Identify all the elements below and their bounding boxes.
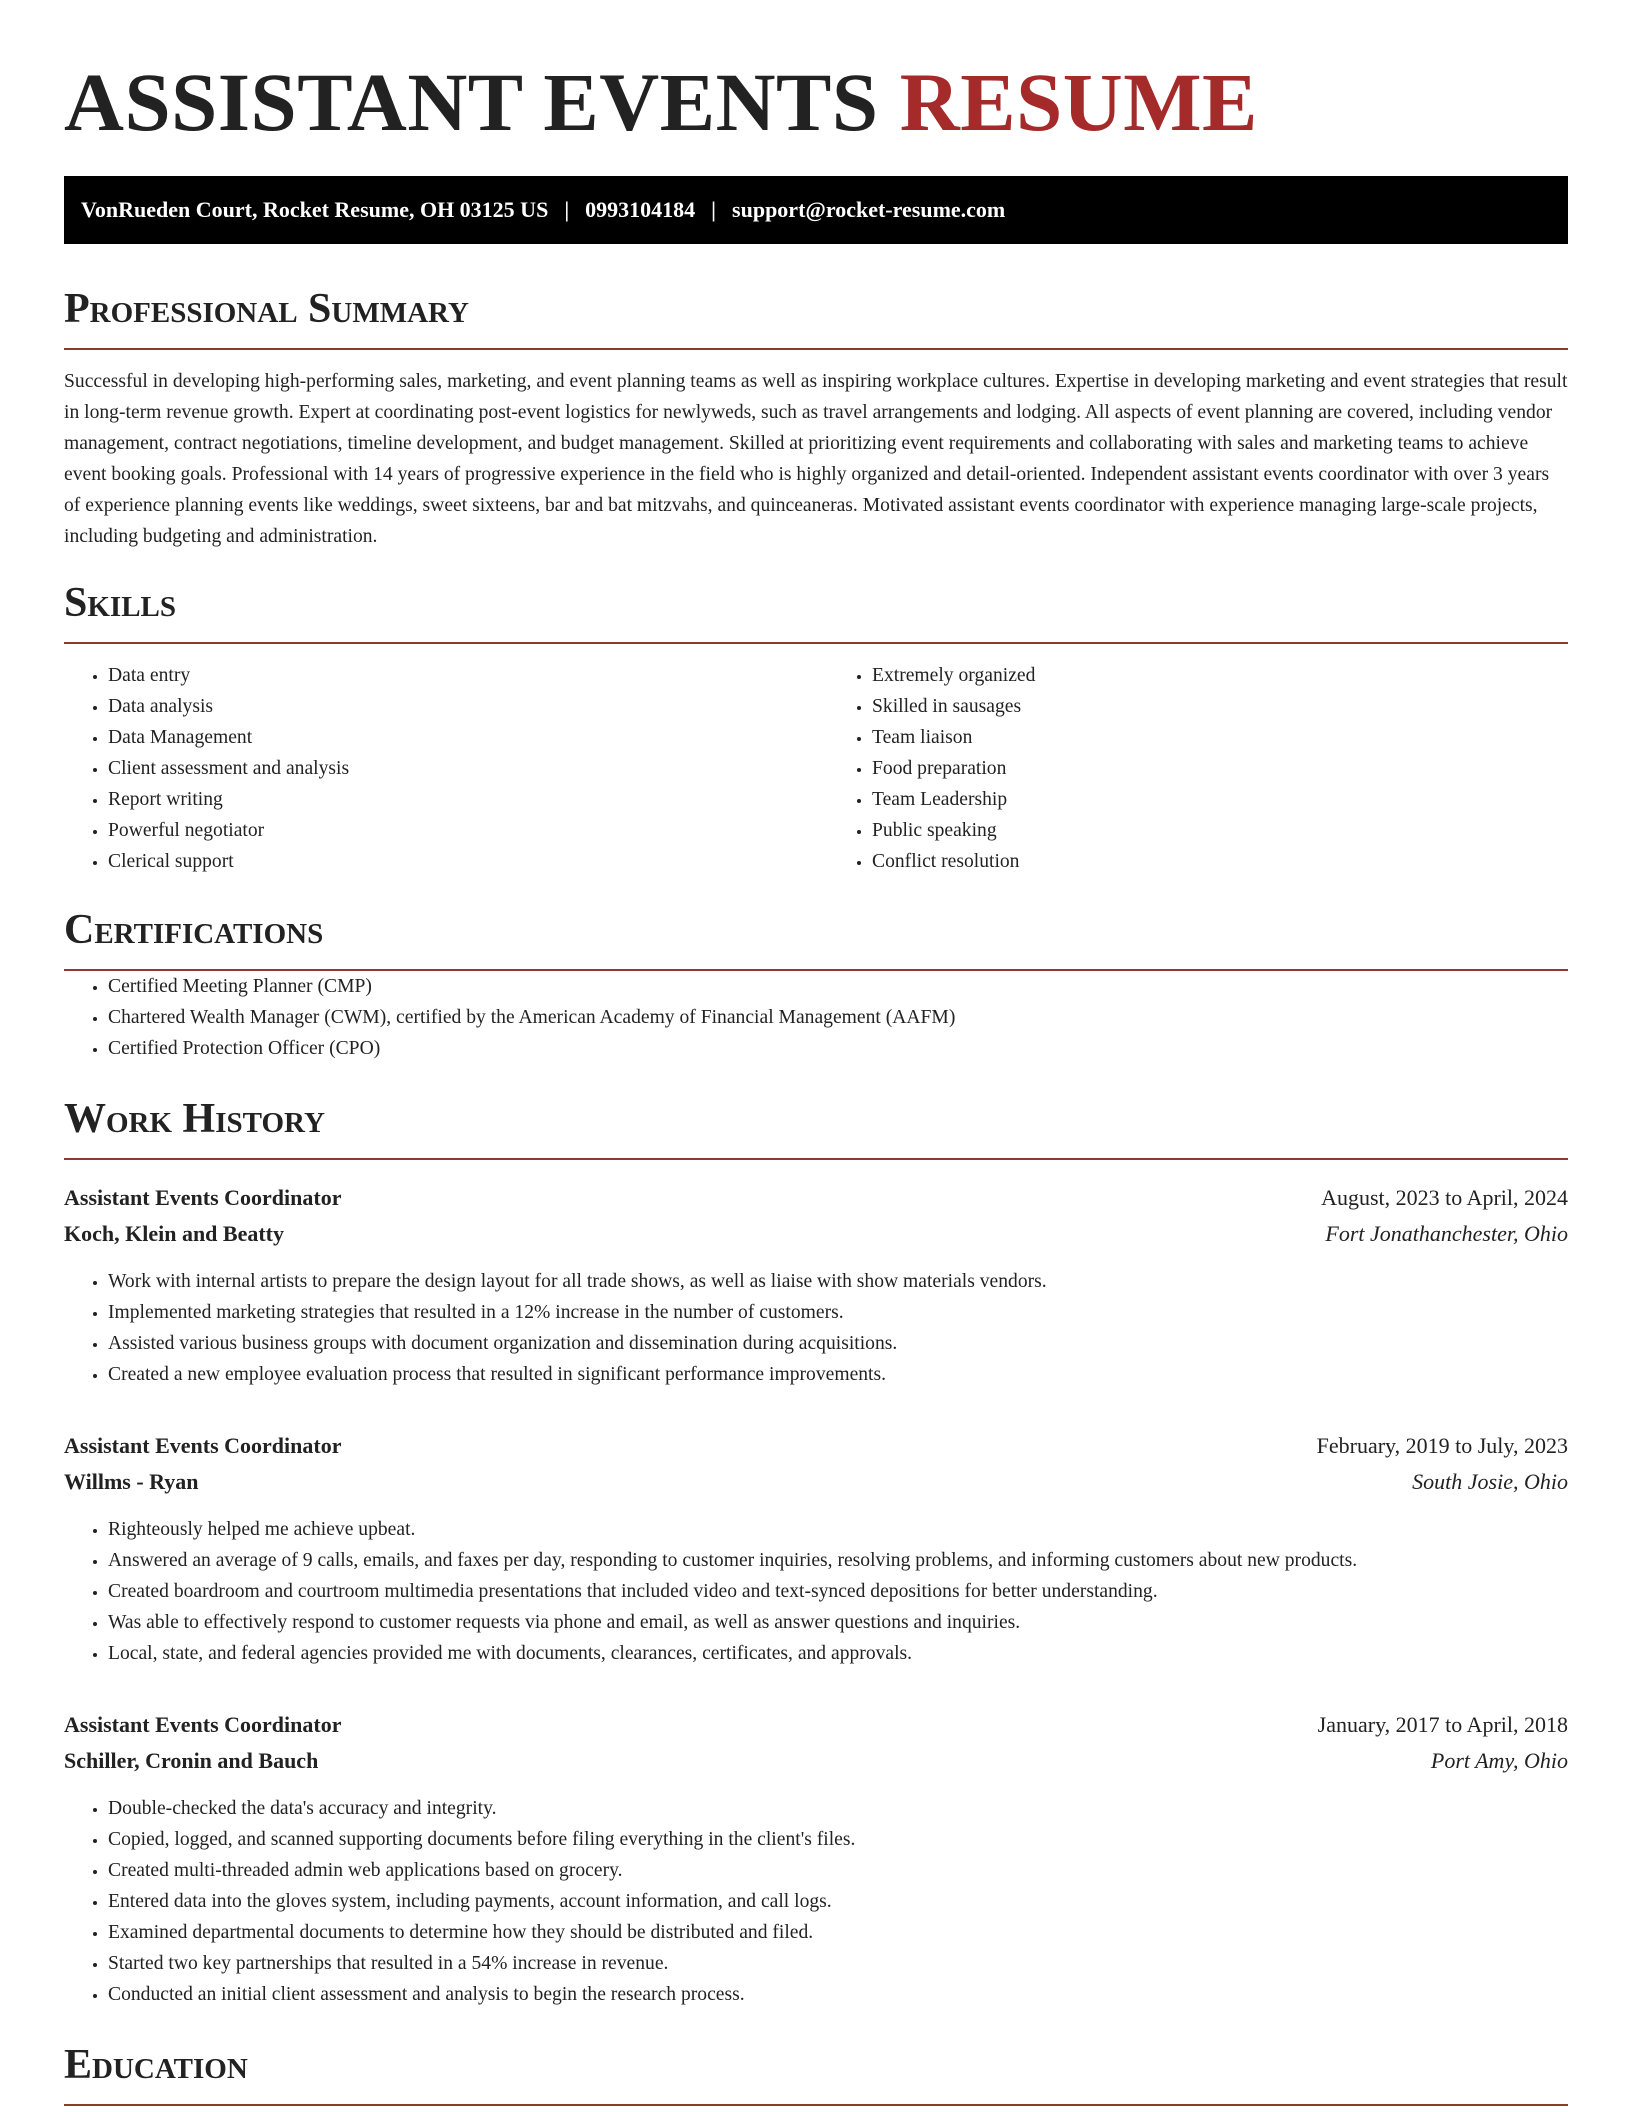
contact-separator: | [564,197,570,222]
job-bullet: • Work with internal artists to prepare the design layout for all trade shows, as well as liaise with show materials vendors. [108,1266,1568,1297]
skill-item: • Team liaison [872,722,1568,753]
skill-item: • Public speaking [872,815,1568,846]
job-header-row [64,1707,1568,1743]
job-title: Assistant Events Coordinator [64,1185,342,1210]
resume-page [64,0,1568,2106]
job-bullets [64,1514,1568,1669]
job-bullet: • Double-checked the data's accuracy and integrity. [108,1793,1568,1824]
job-bullet: • Entered data into the gloves system, including payments, account information, and call logs. [108,1886,1568,1917]
job-bullet: • Conducted an initial client assessment and analysis to begin the research process. [108,1979,1568,2010]
work-history-section [64,1094,1568,2010]
job-bullet: • Started two key partnerships that resulted in a 54% increase in revenue. [108,1948,1568,1979]
job-company: Schiller, Cronin and Bauch [64,1748,319,1773]
job-company: Willms - Ryan [64,1469,199,1494]
contact-address: VonRueden Court, Rocket Resume, OH 03125 US [81,197,549,222]
skill-item: • Skilled in sausages [872,691,1568,722]
certifications-section [64,905,1568,1064]
summary-text: Successful in developing high-performing sales, marketing, and event planning teams as well as inspiring workplace cultures. Expertise in developing marketing and event strategies that result in long-term revenue growth. Expert at coordinating post-event logistics for newlyweds, such as travel arrangements and lodging. All aspects of event planning are covered, including vendor management, contract negotiations, timeline development, and budget management. Skilled at prioritizing event requirements and collaborating with sales and marketing teams to achieve event booking goals. Professional with 14 years of progressive experience in the field who is highly organized and detail-oriented. Independent assistant events coordinator with over 3 years of experience planning events like weddings, sweet sixteens, bar and bat mitzvahs, and quinceaneras. Motivated assistant events coordinator with experience managing large-scale projects, including budgeting and administration. [64,371,1568,547]
certifications-heading: Certifications [64,905,1568,971]
job-bullets [64,1793,1568,2010]
skills-list-right [828,660,1568,877]
certifications-list [64,971,1568,1064]
skill-item: • Powerful negotiator [108,815,804,846]
contact-bar [64,176,1568,244]
job-bullet: • Created multi-threaded admin web applications based on grocery. [108,1855,1568,1886]
job-bullet: • Local, state, and federal agencies provided me with documents, clearances, certificates, and approvals. [108,1638,1568,1669]
contact-phone: 0993104184 [585,197,696,222]
certification-item: • Chartered Wealth Manager (CWM), certified by the American Academy of Financial Management (AAFM) [108,1002,1568,1033]
job-bullet: • Examined departmental documents to determine how they should be distributed and filed. [108,1917,1568,1948]
job-bullet: • Righteously helped me achieve upbeat. [108,1514,1568,1545]
job-entry [64,1180,1568,1390]
job-entry [64,1428,1568,1669]
skills-list-left [64,660,804,877]
job-bullet: • Implemented marketing strategies that resulted in a 12% increase in the number of customers. [108,1297,1568,1328]
job-bullet: • Copied, logged, and scanned supporting documents before filing everything in the client's files. [108,1824,1568,1855]
job-bullet: • Created a new employee evaluation process that resulted in significant performance improvements. [108,1359,1568,1390]
skill-item: • Food preparation [872,753,1568,784]
resume-title [64,52,1568,152]
job-entry [64,1707,1568,2010]
skills-grid [64,660,1568,877]
job-location: Port Amy, Ohio [1430,1748,1568,1773]
contact-separator: | [711,197,717,222]
skill-item: • Conflict resolution [872,846,1568,877]
education-section [64,2040,1568,2106]
job-subheader-row [64,1216,1568,1252]
skill-item: • Data Management [108,722,804,753]
title-accent: RESUME [899,56,1258,148]
title-main: ASSISTANT EVENTS [64,56,879,148]
job-location: Fort Jonathanchester, Ohio [1325,1221,1568,1246]
job-header-row [64,1428,1568,1464]
skill-item: • Client assessment and analysis [108,753,804,784]
skill-item: • Data analysis [108,691,804,722]
job-bullet: • Was able to effectively respond to customer requests via phone and email, as well as answer questions and inquiries. [108,1607,1568,1638]
job-dates: February, 2019 to July, 2023 [1316,1433,1568,1458]
job-title: Assistant Events Coordinator [64,1712,342,1737]
summary-section [64,284,1568,552]
job-bullets [64,1266,1568,1390]
job-subheader-row [64,1464,1568,1500]
skill-item: • Report writing [108,784,804,815]
job-dates: January, 2017 to April, 2018 [1317,1712,1568,1737]
job-subheader-row [64,1743,1568,1779]
skill-item: • Data entry [108,660,804,691]
job-location: South Josie, Ohio [1412,1469,1568,1494]
job-company: Koch, Klein and Beatty [64,1221,285,1246]
summary-heading: Professional Summary [64,284,1568,350]
skill-item: • Extremely organized [872,660,1568,691]
skill-item: • Team Leadership [872,784,1568,815]
certification-item: • Certified Meeting Planner (CMP) [108,971,1568,1002]
job-title: Assistant Events Coordinator [64,1433,342,1458]
skill-item: • Clerical support [108,846,804,877]
job-bullet: • Answered an average of 9 calls, emails, and faxes per day, responding to customer inquiries, resolving problems, and informing customers about new products. [108,1545,1568,1576]
skills-heading: Skills [64,578,1568,644]
contact-email: support@rocket-resume.com [732,197,1006,222]
certification-item: • Certified Protection Officer (CPO) [108,1033,1568,1064]
work-history-heading: Work History [64,1094,1568,1160]
skills-section [64,578,1568,877]
job-bullet: • Assisted various business groups with document organization and dissemination during acquisitions. [108,1328,1568,1359]
job-dates: August, 2023 to April, 2024 [1321,1185,1568,1210]
job-bullet: • Created boardroom and courtroom multimedia presentations that included video and text-synced depositions for better understanding. [108,1576,1568,1607]
job-header-row [64,1180,1568,1216]
education-heading: Education [64,2040,1568,2106]
